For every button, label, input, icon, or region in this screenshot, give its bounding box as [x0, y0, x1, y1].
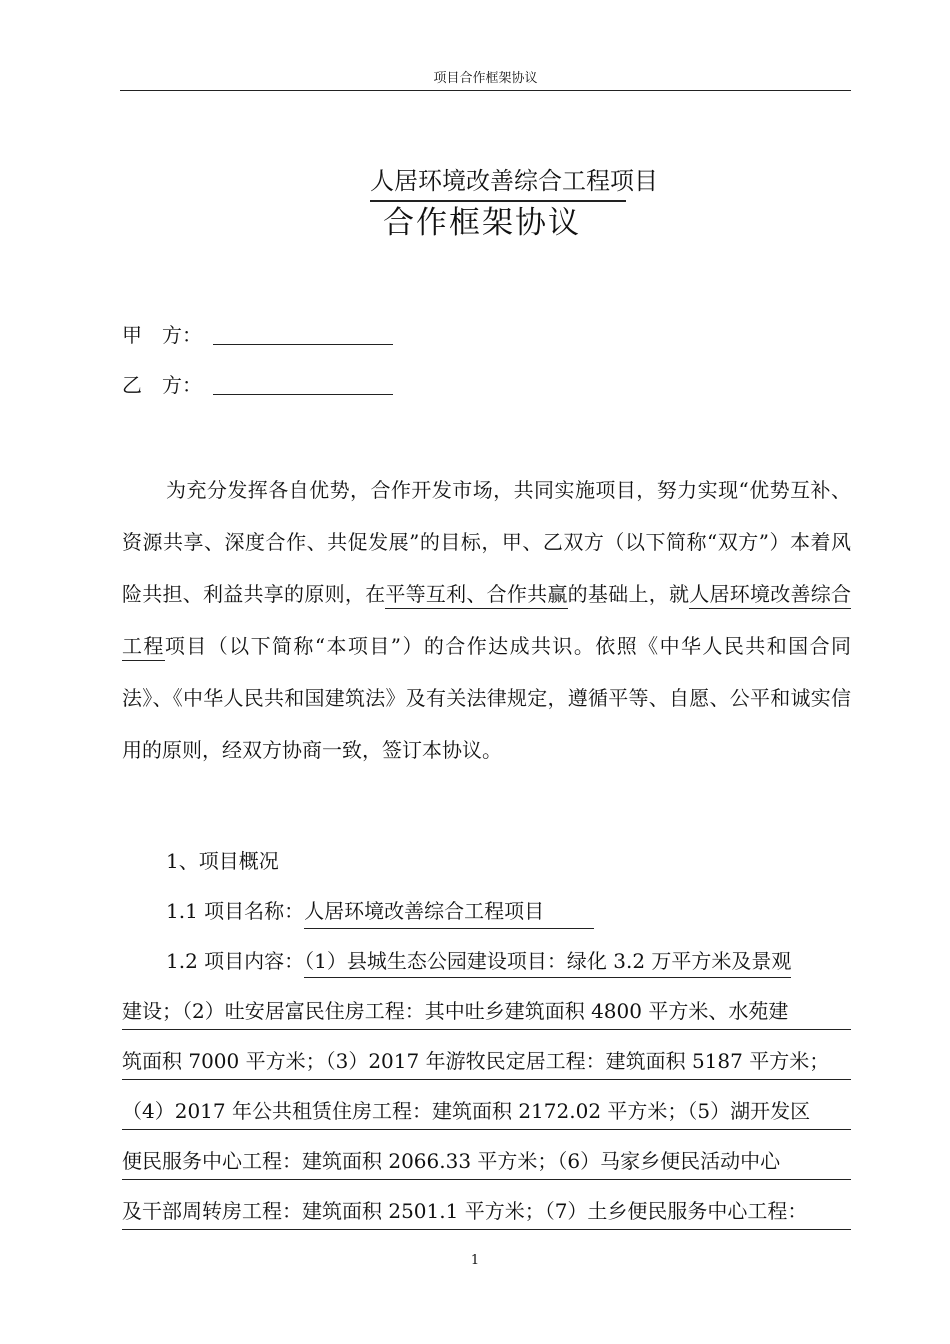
project-name-row [166, 898, 895, 929]
party-b [122, 372, 210, 398]
title-line-1: 人居环境改善综合工程项目 [370, 166, 626, 202]
project-name-value: 人居环境改善综合工程项目 [304, 898, 594, 929]
content-line-1: （1）县城生态公园建设项目：绿化 3.2 万平方米及景观 [304, 949, 791, 978]
project-content-label: 1.2 项目内容： [166, 949, 305, 973]
party-a-label: 甲 方： [122, 323, 202, 347]
preamble-text-3: 项目（以下简称“本项目”）的合作达成共识。依照《中华人民共和国合同法》、《中华人民共和国建筑法》及有关法律规定，遵循平等、自愿、公平和诚实信用的原则，经双方协商一致，签订本协议。 [122, 634, 851, 762]
project-name-label: 1.1 项目名称： [166, 899, 305, 923]
content-line-2: 建设；（2）吐安居富民住房工程：其中吐乡建筑面积 4800 平方米、水苑建 [122, 998, 851, 1030]
page-number: 1 [470, 1253, 480, 1268]
page-header: 项目合作框架协议 [120, 72, 851, 91]
party-a-blank [213, 344, 393, 345]
content-line-6: 及干部周转房工程：建筑面积 2501.1 平方米；（7）土乡便民服务中心工程： [122, 1198, 851, 1230]
preamble-underline-2: 人居环境改善综合工程 [122, 582, 851, 661]
preamble-paragraph [122, 464, 851, 776]
content-line-3: 筑面积 7000 平方米；（3）2017 年游牧民定居工程：建筑面积 5187 平方米； [122, 1048, 851, 1080]
preamble-text-1: 为充分发挥各自优势，合作开发市场，共同实施项目，努力实现“优势互补、资源共享、深度合作、共促发展”的目标，甲、乙双方（以下简称“双方”）本着风险共担、利益共享的原则，在 [122, 478, 851, 606]
party-b-label: 乙 方： [122, 373, 202, 397]
preamble-text-2: 的基础上，就 [567, 582, 690, 606]
party-a [122, 322, 210, 348]
party-b-blank [213, 394, 393, 395]
preamble-underline-1: 平等互利、合作共赢 [385, 582, 567, 609]
content-line-5: 便民服务中心工程：建筑面积 2066.33 平方米；（6）马家乡便民活动中心 [122, 1148, 851, 1180]
project-content-row-1 [166, 948, 851, 979]
section-1-heading: 1、项目概况 [166, 849, 279, 873]
title-line-2: 合作框架协议 [383, 205, 581, 241]
content-line-4: （4）2017 年公共租赁住房工程：建筑面积 2172.02 平方米；（5）湖开发区 [122, 1098, 851, 1130]
